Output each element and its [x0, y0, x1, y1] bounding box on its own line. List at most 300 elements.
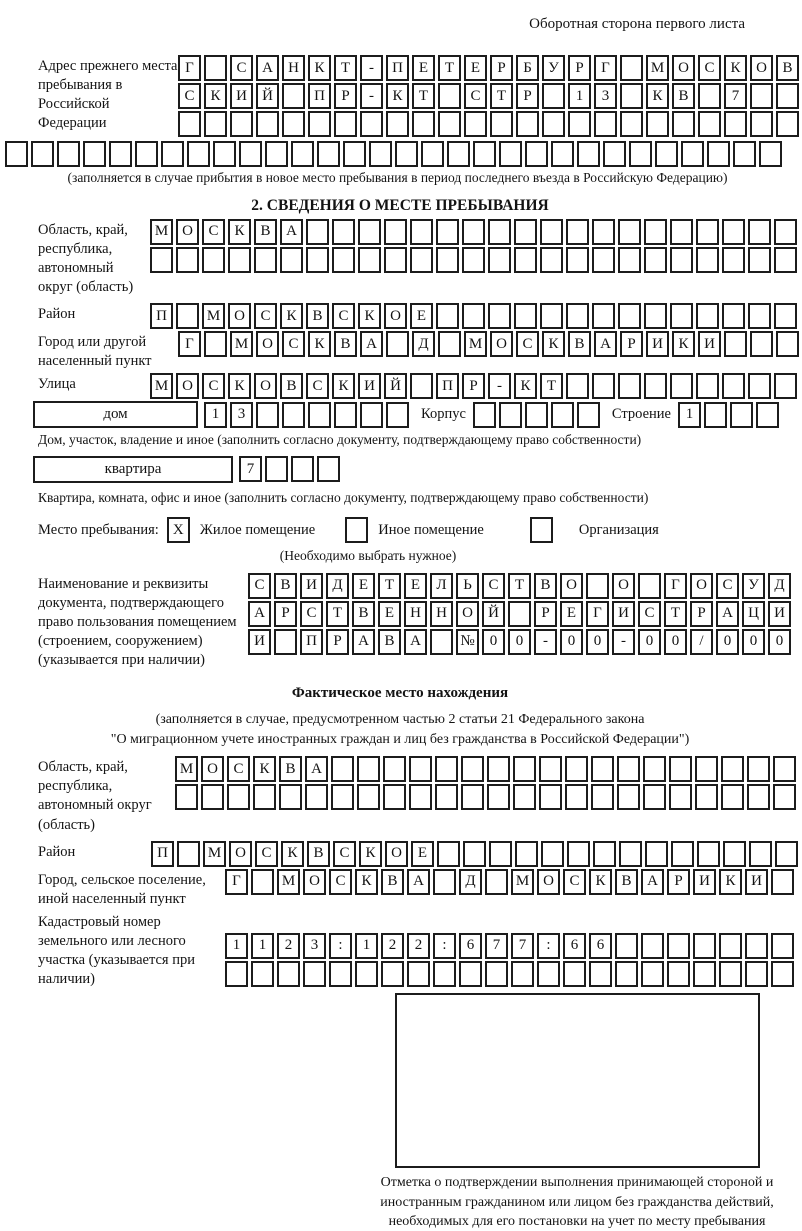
- house-widebox[interactable]: дом: [33, 401, 198, 428]
- char-cell[interactable]: 3: [594, 83, 617, 109]
- char-cell[interactable]: А: [360, 331, 383, 357]
- char-cell[interactable]: О: [254, 373, 277, 399]
- char-cell[interactable]: [669, 756, 692, 782]
- char-cell[interactable]: [695, 756, 718, 782]
- char-cell[interactable]: [201, 784, 224, 810]
- char-cell[interactable]: П: [308, 83, 331, 109]
- char-cell[interactable]: [567, 841, 590, 867]
- char-cell[interactable]: С: [563, 869, 586, 895]
- char-cell[interactable]: А: [352, 629, 375, 655]
- char-cell[interactable]: [254, 247, 277, 273]
- char-cell[interactable]: [566, 303, 589, 329]
- char-cell[interactable]: [435, 784, 458, 810]
- char-cell[interactable]: [671, 841, 694, 867]
- char-cell[interactable]: К: [358, 303, 381, 329]
- char-cell[interactable]: [279, 784, 302, 810]
- char-cell[interactable]: [436, 219, 459, 245]
- char-cell[interactable]: С: [716, 573, 739, 599]
- char-cell[interactable]: К: [308, 55, 331, 81]
- char-cell[interactable]: [771, 961, 794, 987]
- char-cell[interactable]: [358, 219, 381, 245]
- char-cell[interactable]: Ц: [742, 601, 765, 627]
- char-cell[interactable]: [511, 961, 534, 987]
- char-cell[interactable]: 0: [560, 629, 583, 655]
- char-cell[interactable]: [617, 784, 640, 810]
- char-cell[interactable]: [306, 219, 329, 245]
- char-cell[interactable]: [722, 303, 745, 329]
- char-cell[interactable]: [644, 303, 667, 329]
- char-cell[interactable]: [204, 331, 227, 357]
- char-cell[interactable]: [438, 331, 461, 357]
- char-cell[interactable]: [331, 784, 354, 810]
- char-cell[interactable]: [577, 402, 600, 428]
- char-cell[interactable]: М: [511, 869, 534, 895]
- char-cell[interactable]: Й: [256, 83, 279, 109]
- char-cell[interactable]: 2: [407, 933, 430, 959]
- char-cell[interactable]: И: [230, 83, 253, 109]
- char-cell[interactable]: К: [589, 869, 612, 895]
- char-cell[interactable]: С: [178, 83, 201, 109]
- char-cell[interactable]: [643, 756, 666, 782]
- char-cell[interactable]: 1: [204, 402, 227, 428]
- char-cell[interactable]: [655, 141, 678, 167]
- char-cell[interactable]: [462, 303, 485, 329]
- char-cell[interactable]: [756, 402, 779, 428]
- char-cell[interactable]: -: [534, 629, 557, 655]
- char-cell[interactable]: [672, 111, 695, 137]
- char-cell[interactable]: О: [303, 869, 326, 895]
- char-cell[interactable]: 0: [768, 629, 791, 655]
- char-cell[interactable]: [719, 933, 742, 959]
- char-cell[interactable]: С: [332, 303, 355, 329]
- char-cell[interactable]: [384, 247, 407, 273]
- char-cell[interactable]: №: [456, 629, 479, 655]
- char-cell[interactable]: [433, 869, 456, 895]
- char-cell[interactable]: И: [768, 601, 791, 627]
- char-cell[interactable]: [485, 869, 508, 895]
- char-cell[interactable]: 7: [511, 933, 534, 959]
- char-cell[interactable]: С: [202, 373, 225, 399]
- char-cell[interactable]: [395, 141, 418, 167]
- char-cell[interactable]: С: [698, 55, 721, 81]
- char-cell[interactable]: [670, 303, 693, 329]
- char-cell[interactable]: Р: [334, 83, 357, 109]
- char-cell[interactable]: [603, 141, 626, 167]
- char-cell[interactable]: [525, 402, 548, 428]
- char-cell[interactable]: [586, 573, 609, 599]
- char-cell[interactable]: [490, 111, 513, 137]
- char-cell[interactable]: [202, 247, 225, 273]
- char-cell[interactable]: [773, 784, 796, 810]
- char-cell[interactable]: [696, 373, 719, 399]
- char-cell[interactable]: М: [202, 303, 225, 329]
- char-cell[interactable]: П: [300, 629, 323, 655]
- char-cell[interactable]: [759, 141, 782, 167]
- char-cell[interactable]: Р: [462, 373, 485, 399]
- char-cell[interactable]: [282, 111, 305, 137]
- char-cell[interactable]: [592, 373, 615, 399]
- char-cell[interactable]: У: [742, 573, 765, 599]
- char-cell[interactable]: [591, 784, 614, 810]
- char-cell[interactable]: О: [750, 55, 773, 81]
- char-cell[interactable]: К: [386, 83, 409, 109]
- char-cell[interactable]: К: [281, 841, 304, 867]
- char-cell[interactable]: [308, 111, 331, 137]
- char-cell[interactable]: А: [404, 629, 427, 655]
- char-cell[interactable]: О: [229, 841, 252, 867]
- char-cell[interactable]: [670, 247, 693, 273]
- char-cell[interactable]: [771, 869, 794, 895]
- char-cell[interactable]: [748, 373, 771, 399]
- char-cell[interactable]: О: [490, 331, 513, 357]
- char-cell[interactable]: А: [407, 869, 430, 895]
- char-cell[interactable]: [282, 402, 305, 428]
- char-cell[interactable]: В: [672, 83, 695, 109]
- char-cell[interactable]: [251, 869, 274, 895]
- char-cell[interactable]: С: [333, 841, 356, 867]
- char-cell[interactable]: И: [646, 331, 669, 357]
- char-cell[interactable]: [5, 141, 28, 167]
- char-cell[interactable]: [487, 784, 510, 810]
- char-cell[interactable]: О: [690, 573, 713, 599]
- char-cell[interactable]: [618, 219, 641, 245]
- char-cell[interactable]: [733, 141, 756, 167]
- char-cell[interactable]: К: [646, 83, 669, 109]
- char-cell[interactable]: [332, 219, 355, 245]
- char-cell[interactable]: [698, 111, 721, 137]
- char-cell[interactable]: В: [274, 573, 297, 599]
- char-cell[interactable]: И: [745, 869, 768, 895]
- char-cell[interactable]: Т: [438, 55, 461, 81]
- char-cell[interactable]: Д: [768, 573, 791, 599]
- char-cell[interactable]: [618, 303, 641, 329]
- char-cell[interactable]: [421, 141, 444, 167]
- char-cell[interactable]: [489, 841, 512, 867]
- char-cell[interactable]: Р: [620, 331, 643, 357]
- char-cell[interactable]: Р: [690, 601, 713, 627]
- char-cell[interactable]: [410, 373, 433, 399]
- char-cell[interactable]: В: [280, 373, 303, 399]
- char-cell[interactable]: [306, 247, 329, 273]
- char-cell[interactable]: П: [436, 373, 459, 399]
- char-cell[interactable]: Р: [534, 601, 557, 627]
- char-cell[interactable]: [542, 83, 565, 109]
- char-cell[interactable]: [447, 141, 470, 167]
- char-cell[interactable]: О: [256, 331, 279, 357]
- char-cell[interactable]: [358, 247, 381, 273]
- char-cell[interactable]: [410, 247, 433, 273]
- char-cell[interactable]: [669, 784, 692, 810]
- char-cell[interactable]: [175, 784, 198, 810]
- char-cell[interactable]: [256, 402, 279, 428]
- char-cell[interactable]: [540, 219, 563, 245]
- char-cell[interactable]: К: [280, 303, 303, 329]
- char-cell[interactable]: [161, 141, 184, 167]
- char-cell[interactable]: В: [307, 841, 330, 867]
- char-cell[interactable]: [594, 111, 617, 137]
- char-cell[interactable]: О: [201, 756, 224, 782]
- char-cell[interactable]: [407, 961, 430, 987]
- char-cell[interactable]: И: [698, 331, 721, 357]
- char-cell[interactable]: [565, 784, 588, 810]
- char-cell[interactable]: [646, 111, 669, 137]
- char-cell[interactable]: [485, 961, 508, 987]
- char-cell[interactable]: [176, 247, 199, 273]
- char-cell[interactable]: [251, 961, 274, 987]
- char-cell[interactable]: [515, 841, 538, 867]
- char-cell[interactable]: Г: [225, 869, 248, 895]
- char-cell[interactable]: [629, 141, 652, 167]
- char-cell[interactable]: [305, 784, 328, 810]
- char-cell[interactable]: [719, 961, 742, 987]
- char-cell[interactable]: [620, 111, 643, 137]
- char-cell[interactable]: [282, 83, 305, 109]
- char-cell[interactable]: [187, 141, 210, 167]
- char-cell[interactable]: [551, 141, 574, 167]
- char-cell[interactable]: [592, 247, 615, 273]
- char-cell[interactable]: [745, 933, 768, 959]
- char-cell[interactable]: К: [204, 83, 227, 109]
- char-cell[interactable]: 0: [664, 629, 687, 655]
- char-cell[interactable]: [239, 141, 262, 167]
- char-cell[interactable]: А: [248, 601, 271, 627]
- char-cell[interactable]: [317, 456, 340, 482]
- char-cell[interactable]: [488, 303, 511, 329]
- char-cell[interactable]: Т: [490, 83, 513, 109]
- char-cell[interactable]: С: [255, 841, 278, 867]
- char-cell[interactable]: [568, 111, 591, 137]
- char-cell[interactable]: К: [253, 756, 276, 782]
- char-cell[interactable]: [695, 784, 718, 810]
- char-cell[interactable]: [565, 756, 588, 782]
- char-cell[interactable]: [357, 756, 380, 782]
- char-cell[interactable]: К: [359, 841, 382, 867]
- char-cell[interactable]: П: [150, 303, 173, 329]
- char-cell[interactable]: [433, 961, 456, 987]
- char-cell[interactable]: 1: [678, 402, 701, 428]
- char-cell[interactable]: [696, 219, 719, 245]
- char-cell[interactable]: [464, 111, 487, 137]
- char-cell[interactable]: [384, 219, 407, 245]
- char-cell[interactable]: [721, 784, 744, 810]
- char-cell[interactable]: К: [724, 55, 747, 81]
- char-cell[interactable]: [644, 247, 667, 273]
- char-cell[interactable]: [563, 961, 586, 987]
- char-cell[interactable]: 1: [568, 83, 591, 109]
- char-cell[interactable]: В: [568, 331, 591, 357]
- char-cell[interactable]: М: [203, 841, 226, 867]
- char-cell[interactable]: С: [516, 331, 539, 357]
- char-cell[interactable]: [459, 961, 482, 987]
- char-cell[interactable]: Й: [482, 601, 505, 627]
- checkbox-other-premises[interactable]: [345, 517, 368, 543]
- char-cell[interactable]: [514, 303, 537, 329]
- char-cell[interactable]: Е: [410, 303, 433, 329]
- char-cell[interactable]: [618, 247, 641, 273]
- char-cell[interactable]: Г: [178, 331, 201, 357]
- char-cell[interactable]: [644, 219, 667, 245]
- char-cell[interactable]: [775, 841, 798, 867]
- char-cell[interactable]: [256, 111, 279, 137]
- char-cell[interactable]: [539, 756, 562, 782]
- char-cell[interactable]: [31, 141, 54, 167]
- char-cell[interactable]: [303, 961, 326, 987]
- char-cell[interactable]: -: [612, 629, 635, 655]
- checkbox-organization[interactable]: [530, 517, 553, 543]
- char-cell[interactable]: [592, 303, 615, 329]
- char-cell[interactable]: [343, 141, 366, 167]
- char-cell[interactable]: [667, 961, 690, 987]
- char-cell[interactable]: [516, 111, 539, 137]
- char-cell[interactable]: [514, 219, 537, 245]
- char-cell[interactable]: [774, 219, 797, 245]
- char-cell[interactable]: А: [305, 756, 328, 782]
- char-cell[interactable]: Г: [586, 601, 609, 627]
- char-cell[interactable]: М: [150, 219, 173, 245]
- char-cell[interactable]: [253, 784, 276, 810]
- char-cell[interactable]: Е: [464, 55, 487, 81]
- char-cell[interactable]: [696, 247, 719, 273]
- char-cell[interactable]: [776, 331, 799, 357]
- char-cell[interactable]: О: [228, 303, 251, 329]
- char-cell[interactable]: [542, 111, 565, 137]
- char-cell[interactable]: М: [175, 756, 198, 782]
- char-cell[interactable]: [643, 784, 666, 810]
- char-cell[interactable]: [265, 141, 288, 167]
- char-cell[interactable]: И: [358, 373, 381, 399]
- char-cell[interactable]: М: [277, 869, 300, 895]
- char-cell[interactable]: Е: [411, 841, 434, 867]
- char-cell[interactable]: [773, 756, 796, 782]
- char-cell[interactable]: Д: [326, 573, 349, 599]
- char-cell[interactable]: [514, 247, 537, 273]
- char-cell[interactable]: [747, 756, 770, 782]
- char-cell[interactable]: [645, 841, 668, 867]
- char-cell[interactable]: [745, 961, 768, 987]
- char-cell[interactable]: 0: [716, 629, 739, 655]
- char-cell[interactable]: [724, 331, 747, 357]
- char-cell[interactable]: [360, 402, 383, 428]
- char-cell[interactable]: [308, 402, 331, 428]
- char-cell[interactable]: О: [176, 219, 199, 245]
- char-cell[interactable]: 6: [563, 933, 586, 959]
- char-cell[interactable]: [83, 141, 106, 167]
- char-cell[interactable]: [135, 141, 158, 167]
- char-cell[interactable]: [513, 784, 536, 810]
- char-cell[interactable]: Т: [412, 83, 435, 109]
- char-cell[interactable]: :: [537, 933, 560, 959]
- char-cell[interactable]: [774, 303, 797, 329]
- char-cell[interactable]: [593, 841, 616, 867]
- char-cell[interactable]: П: [386, 55, 409, 81]
- char-cell[interactable]: [462, 219, 485, 245]
- char-cell[interactable]: [620, 83, 643, 109]
- char-cell[interactable]: [499, 402, 522, 428]
- char-cell[interactable]: [317, 141, 340, 167]
- char-cell[interactable]: [265, 456, 288, 482]
- char-cell[interactable]: [748, 219, 771, 245]
- char-cell[interactable]: [274, 629, 297, 655]
- char-cell[interactable]: [412, 111, 435, 137]
- char-cell[interactable]: И: [248, 629, 271, 655]
- char-cell[interactable]: В: [254, 219, 277, 245]
- char-cell[interactable]: [541, 841, 564, 867]
- char-cell[interactable]: [438, 111, 461, 137]
- char-cell[interactable]: [473, 402, 496, 428]
- char-cell[interactable]: [57, 141, 80, 167]
- char-cell[interactable]: [386, 402, 409, 428]
- char-cell[interactable]: [204, 111, 227, 137]
- char-cell[interactable]: 1: [251, 933, 274, 959]
- char-cell[interactable]: К: [514, 373, 537, 399]
- char-cell[interactable]: [386, 111, 409, 137]
- char-cell[interactable]: О: [456, 601, 479, 627]
- char-cell[interactable]: Е: [560, 601, 583, 627]
- char-cell[interactable]: С: [230, 55, 253, 81]
- char-cell[interactable]: А: [280, 219, 303, 245]
- char-cell[interactable]: [724, 111, 747, 137]
- char-cell[interactable]: С: [638, 601, 661, 627]
- char-cell[interactable]: [204, 55, 227, 81]
- char-cell[interactable]: [697, 841, 720, 867]
- char-cell[interactable]: 0: [586, 629, 609, 655]
- char-cell[interactable]: [551, 402, 574, 428]
- char-cell[interactable]: [461, 784, 484, 810]
- char-cell[interactable]: [641, 933, 664, 959]
- char-cell[interactable]: К: [672, 331, 695, 357]
- char-cell[interactable]: [332, 247, 355, 273]
- char-cell[interactable]: [620, 55, 643, 81]
- char-cell[interactable]: Т: [334, 55, 357, 81]
- char-cell[interactable]: [748, 303, 771, 329]
- char-cell[interactable]: Н: [430, 601, 453, 627]
- char-cell[interactable]: К: [308, 331, 331, 357]
- char-cell[interactable]: Л: [430, 573, 453, 599]
- char-cell[interactable]: Т: [664, 601, 687, 627]
- char-cell[interactable]: 6: [589, 933, 612, 959]
- char-cell[interactable]: Ь: [456, 573, 479, 599]
- char-cell[interactable]: [539, 784, 562, 810]
- char-cell[interactable]: :: [433, 933, 456, 959]
- char-cell[interactable]: [329, 961, 352, 987]
- char-cell[interactable]: Д: [459, 869, 482, 895]
- char-cell[interactable]: М: [230, 331, 253, 357]
- char-cell[interactable]: [566, 247, 589, 273]
- char-cell[interactable]: А: [641, 869, 664, 895]
- char-cell[interactable]: В: [306, 303, 329, 329]
- char-cell[interactable]: [225, 961, 248, 987]
- char-cell[interactable]: В: [615, 869, 638, 895]
- char-cell[interactable]: 0: [482, 629, 505, 655]
- char-cell[interactable]: П: [151, 841, 174, 867]
- char-cell[interactable]: С: [329, 869, 352, 895]
- char-cell[interactable]: Р: [516, 83, 539, 109]
- char-cell[interactable]: Р: [490, 55, 513, 81]
- char-cell[interactable]: [730, 402, 753, 428]
- char-cell[interactable]: -: [360, 55, 383, 81]
- char-cell[interactable]: [178, 111, 201, 137]
- char-cell[interactable]: [771, 933, 794, 959]
- char-cell[interactable]: Н: [282, 55, 305, 81]
- char-cell[interactable]: О: [385, 841, 408, 867]
- char-cell[interactable]: С: [464, 83, 487, 109]
- char-cell[interactable]: 1: [355, 933, 378, 959]
- char-cell[interactable]: Г: [594, 55, 617, 81]
- char-cell[interactable]: [670, 373, 693, 399]
- char-cell[interactable]: А: [716, 601, 739, 627]
- char-cell[interactable]: Р: [274, 601, 297, 627]
- char-cell[interactable]: Е: [412, 55, 435, 81]
